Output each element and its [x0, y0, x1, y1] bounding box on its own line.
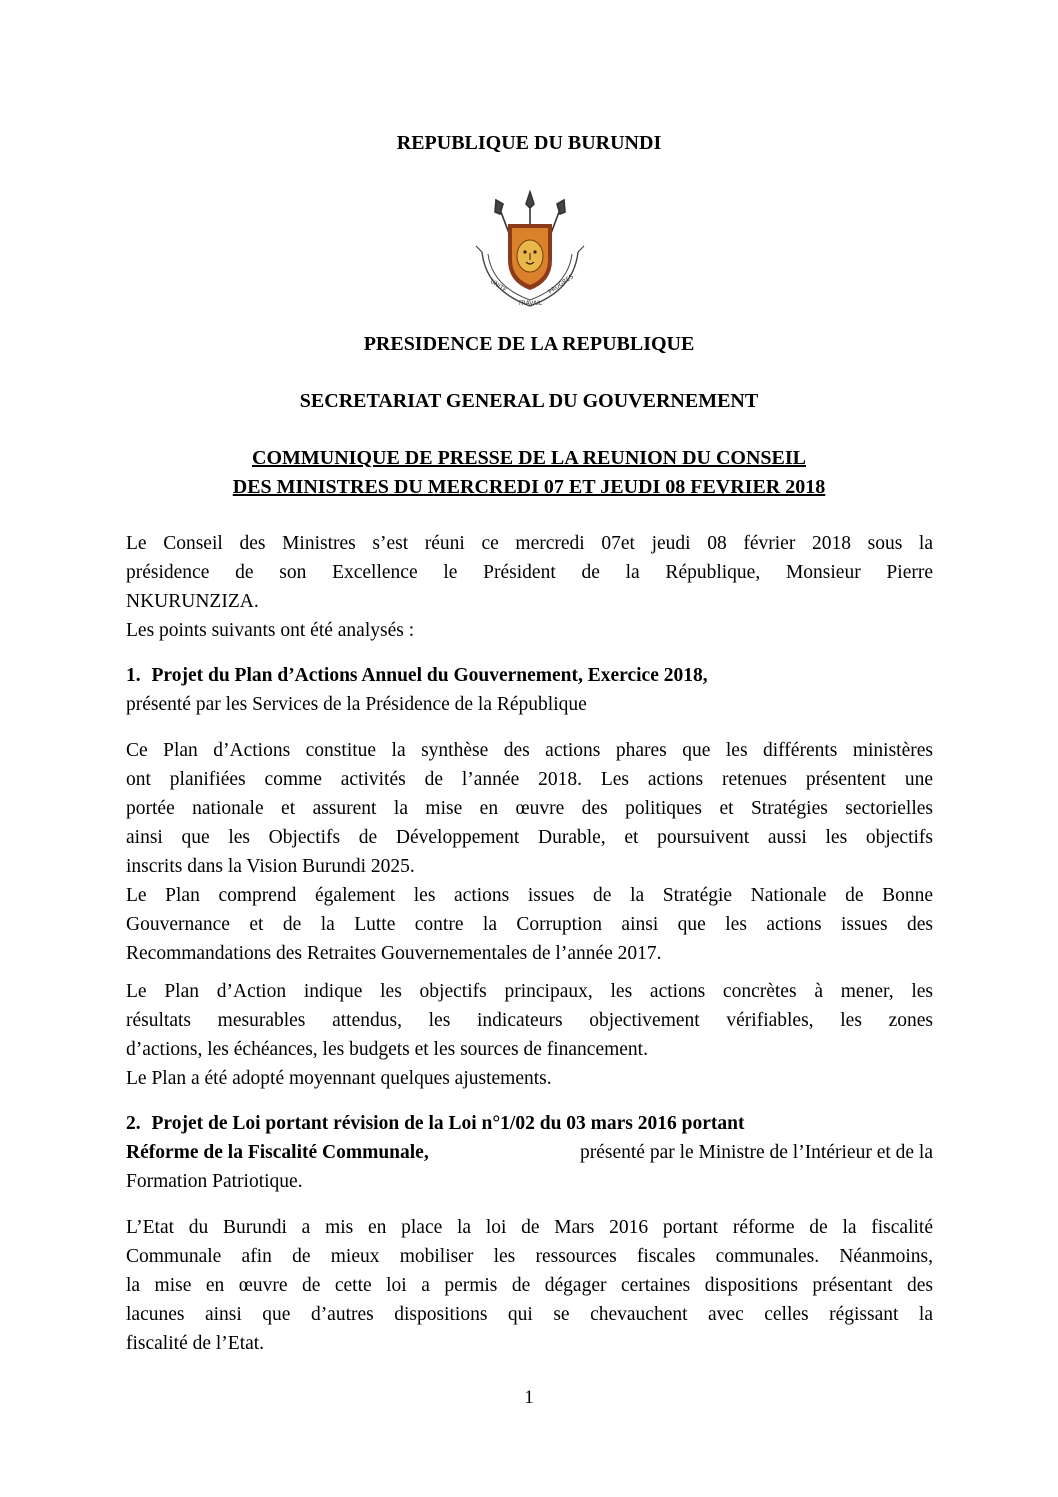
item2-title-line1: Projet de Loi portant révision de la Loi n°1/02 du 03 mars 2016 portant	[151, 1113, 745, 1134]
paragraph-line: Le Plan comprend également les actions issues de la Stratégie Nationale de Bonne	[126, 885, 933, 906]
coat-of-arms-emblem	[468, 190, 592, 320]
item2-heading	[126, 1109, 933, 1196]
paragraph-line: la mise en œuvre de cette loi a permis de dégager certaines dispositions présentant des	[126, 1275, 933, 1296]
intro-line: Le Conseil des Ministres s’est réuni ce mercredi 07et jeudi 08 février 2018 sous la	[126, 533, 933, 554]
motto-progres: PROGRES	[547, 273, 575, 296]
intro-line: Les points suivants ont été analysés :	[126, 620, 415, 641]
item1-heading	[126, 661, 933, 719]
paragraph-line: d’actions, les échéances, les budgets et les sources de financement.	[126, 1039, 648, 1060]
item1-title-a: Projet du Plan d’Actions Annuel du Gouvernement,	[151, 665, 583, 686]
item1-paragraph-3	[126, 977, 933, 1093]
intro-line: NKURUNZIZA.	[126, 591, 259, 612]
communique-title-line1: COMMUNIQUE DE PRESSE DE LA REUNION DU CONSEIL	[252, 447, 806, 469]
intro-paragraph	[126, 529, 933, 645]
heading-presidency: PRESIDENCE DE LA REPUBLIQUE	[363, 333, 695, 355]
item1-paragraph-1	[126, 736, 933, 968]
paragraph-line: ainsi que les Objectifs de Développement Durable, et poursuivent aussi les objectifs	[126, 827, 933, 848]
motto-travail: TRAVAIL	[518, 300, 543, 307]
heading-republic: REPUBLIQUE DU BURUNDI	[396, 132, 662, 154]
item2-number: 2.	[126, 1113, 141, 1134]
paragraph-line: ont planifiées comme activités de l’année 2018. Les actions retenues présentent une	[126, 769, 933, 790]
item2-paragraph-1	[126, 1213, 933, 1358]
communique-title-line2: DES MINISTRES DU MERCREDI 07 ET JEUDI 08 FEVRIER 2018	[232, 476, 826, 498]
motto-unite: UNITE	[488, 277, 508, 295]
paragraph-line: résultats mesurables attendus, les indicateurs objectivement vérifiables, les zones	[126, 1010, 933, 1031]
page-number: 1	[524, 1387, 534, 1408]
paragraph-line: Le Plan a été adopté moyennant quelques ajustements.	[126, 1068, 552, 1089]
item2-title-line3: Formation Patriotique.	[126, 1171, 303, 1192]
item1-presented-by: présenté par les Services de la Présidence de la République	[126, 694, 587, 715]
paragraph-line: Ce Plan d’Actions constitue la synthèse des actions phares que les différents ministères	[126, 740, 933, 761]
paragraph-line: L’Etat du Burundi a mis en place la loi de Mars 2016 portant réforme de la fiscalité	[126, 1217, 933, 1238]
paragraph-line: Le Plan d’Action indique les objectifs principaux, les actions concrètes à mener, les	[126, 981, 933, 1002]
item1-number: 1.	[126, 665, 141, 686]
paragraph-line: fiscalité de l’Etat.	[126, 1333, 265, 1354]
paragraph-line: Recommandations des Retraites Gouvernementales de l’année 2017.	[126, 943, 662, 964]
paragraph-line: lacunes ainsi que d’autres dispositions qui se chevauchent avec celles régissant la	[126, 1304, 933, 1325]
paragraph-line: inscrits dans la Vision Burundi 2025.	[126, 856, 415, 877]
paragraph-line: Gouvernance et de la Lutte contre la Corruption ainsi que les actions issues des	[126, 914, 933, 935]
paragraph-line: Communale afin de mieux mobiliser les ressources fiscales communales. Néanmoins,	[126, 1246, 933, 1267]
intro-line: présidence de son Excellence le Président de la République, Monsieur Pierre	[126, 562, 933, 583]
item1-title-b: Exercice 2018,	[587, 665, 708, 686]
item2-title-rest: présenté par le Ministre de l’Intérieur et de la	[575, 1142, 933, 1163]
paragraph-line: portée nationale et assurent la mise en œuvre des politiques et Stratégies sectorielles	[126, 798, 933, 819]
item2-title-bold: Réforme de la Fiscalité Communale,	[126, 1142, 429, 1163]
heading-secretariat: SECRETARIAT GENERAL DU GOUVERNEMENT	[299, 390, 759, 412]
